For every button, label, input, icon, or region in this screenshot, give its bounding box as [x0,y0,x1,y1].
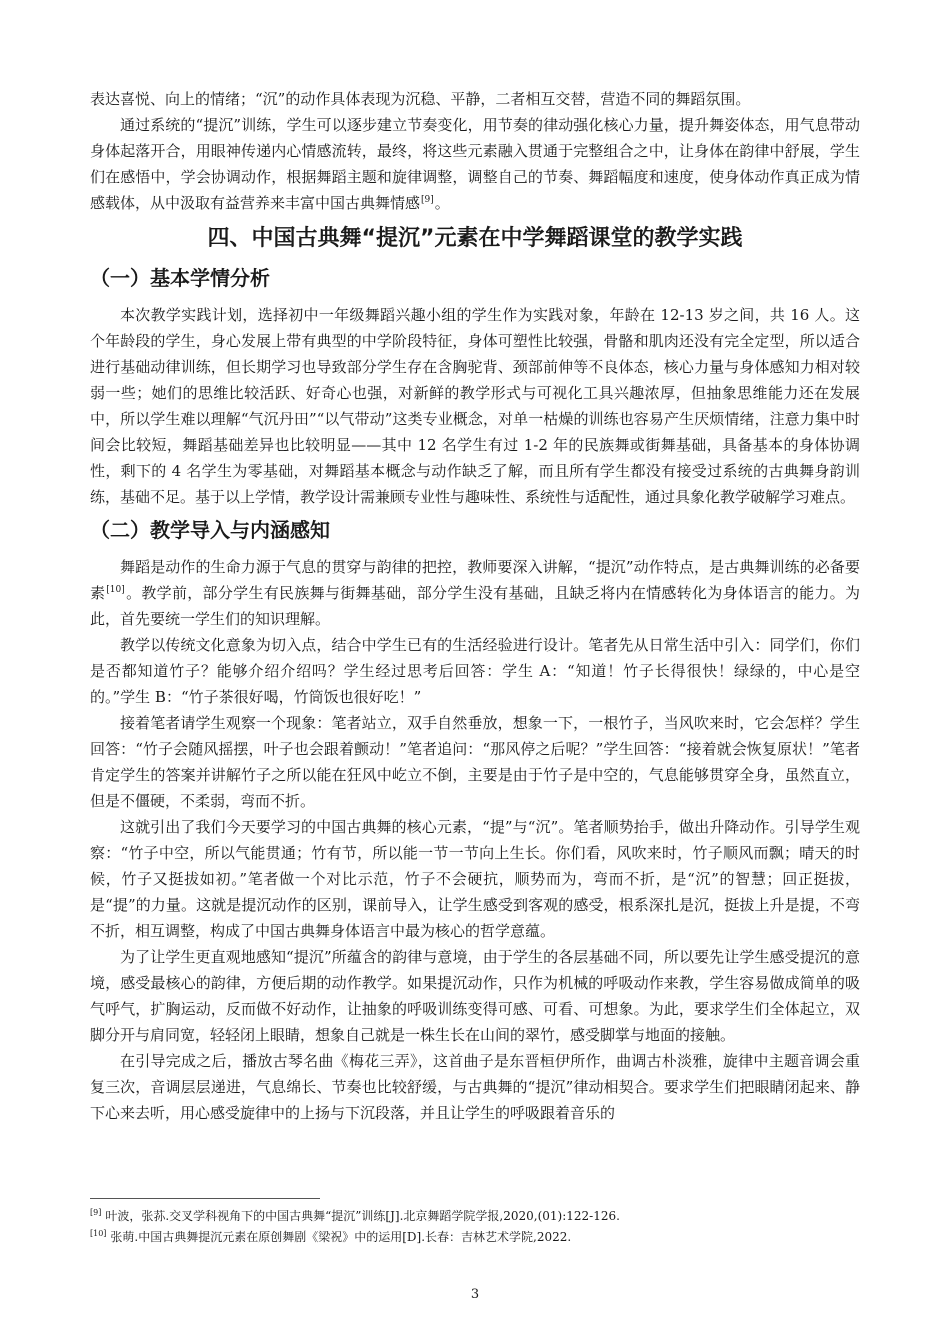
footnote-mark: [9] [90,1208,102,1217]
paragraph-text: 通过系统的“提沉”训练，学生可以逐步建立节奏变化，用节奏的律动强化核心力量，提升舞姿体态，用气息带动身体起落开合，用眼神传递内心情感流转，最终，将这些元素融入贯通于完整组合之中，让身体在韵律中舒展，学生们在感悟中，学会协调动作，根据舞蹈主题和旋律调整，调整自己的节奏、舞蹈幅度和速度，使身体动作真正成为情感载体，从中汲取有益营养来丰富中国古典舞情感 [90,116,860,212]
paragraph-text: 。教学前，部分学生有民族舞与街舞基础，部分学生没有基础，且缺乏将内在情感转化为身体语言的能力。为此，首先要统一学生们的知识理解。 [90,584,860,628]
footnote-divider [90,1198,320,1199]
paragraph: 教学以传统文化意象为切入点，结合中学生已有的生活经验进行设计。笔者先从日常生活中引入：同学们，你们是否都知道竹子？能够介绍介绍吗？学生经过思考后回答：学生 A：“知道！竹子长得很快！绿绿的，中心是空的。”学生 B：“竹子茶很好喝，竹筒饭也很好吃！” [90,636,860,706]
paragraph: 在引导完成之后，播放古琴名曲《梅花三弄》，这首曲子是东晋桓伊所作，曲调古朴淡雅，旋律中主题音调会重复三次，音调层层递进，气息绵长、节奏也比较舒缓，与古典舞的“提沉”律动相契合。要求学生们把眼睛闭起来、静下心来去听，用心感受旋律中的上扬与下沉段落，并且让学生的呼吸跟着音乐的 [90,1052,860,1122]
page-number: 3 [470,1287,480,1302]
paragraph: 本次教学实践计划，选择初中一年级舞蹈兴趣小组的学生作为实践对象，年龄在 12-13 岁之间，共 16 人。这个年龄段的学生，身心发展上带有典型的中学阶段特征，身体可塑性比较强，骨骼和肌肉还没有完全定型，所以适合进行基础动律训练，但长期学习也导致部分学生存在含胸驼背、颈部前伸等不良体态，核心力量与身体感知力相对较弱一些；她们的思维比较活跃、好奇心也强，对新鲜的教学形式与可视化工具兴趣浓厚，但抽象思维能力还在发展中，所以学生难以理解“气沉丹田”“以气带动”这类专业概念，对单一枯燥的训练也容易产生厌烦情绪，注意力集中时间会比较短，舞蹈基础差异也比较明显——其中 12 名学生有过 1-2 年的民族舞或街舞基础，具备基本的身体协调性，剩下的 4 名学生为零基础，对舞蹈基本概念与动作缺乏了解，而且所有学生都没有接受过系统的古典舞身韵训练，基础不足。基于以上学情，教学设计需兼顾专业性与趣味性、系统性与适配性，通过具象化教学破解学习难点。 [90,306,860,506]
paragraph: 表达喜悦、向上的情绪；“沉”的动作具体表现为沉稳、平静，二者相互交替，营造不同的舞蹈氛围。 [90,90,751,108]
footnotes [90,1206,860,1248]
paragraph: 这就引出了我们今天要学习的中国古典舞的核心元素，“提”与“沉”。笔者顺势抬手，做出升降动作。引导学生观察：“竹子中空，所以气能贯通；竹有节，所以能一节一节向上生长。你们看，风吹来时，竹子顺风而飘；晴天的时候，竹子又挺拔如初。”笔者做一个对比示范，竹子不会硬抗，顺势而为，弯而不折，是“沉”的智慧；回正挺拔，是“提”的力量。这就是提沉动作的区别，课前导入，让学生感受到客观的感受，根系深扎是沉，挺拔上升是提，不弯不折，相互调整，构成了中国古典舞身体语言中最为核心的哲学意蕴。 [90,818,860,940]
footnote-text: 叶波，张荪.交叉学科视角下的中国古典舞“提沉”训练[J].北京舞蹈学院学报,2020,(01):122-126. [105,1209,620,1223]
footnote-mark: [10] [90,1229,107,1238]
footnote [90,1206,860,1227]
paragraph: 接着笔者请学生观察一个现象：笔者站立，双手自然垂放，想象一下，一根竹子，当风吹来时，它会怎样？学生回答：“竹子会随风摇摆，叶子也会跟着颤动！”笔者追问：“那风停之后呢？”学生回答：“接着就会恢复原状！”笔者肯定学生的答案并讲解竹子之所以能在狂风中屹立不倒，主要是由于竹子是中空的，气息能够贯穿全身，虽然直立，但是不僵硬，不柔弱，弯而不折。 [90,714,860,810]
paragraph: 为了让学生更直观地感知“提沉”所蕴含的韵律与意境，由于学生的各层基础不同，所以要先让学生感受提沉的意境，感受最核心的韵律，方便后期的动作教学。如果提沉动作，只作为机械的呼吸动作来教，学生容易做成简单的吸气呼气，扩胸运动，反而做不好动作，让抽象的呼吸训练变得可感、可看、可想象。为此，要求学生们全体起立，双脚分开与肩同宽，轻轻闭上眼睛，想象自己就是一株生长在山间的翠竹，感受脚掌与地面的接触。 [90,948,860,1044]
footnote [90,1227,860,1248]
paragraph [90,112,860,216]
footnote-text: 张萌.中国古典舞提沉元素在原创舞剧《梁祝》中的运用[D].长春：吉林艺术学院,2022. [110,1230,572,1244]
section-heading: 四、中国古典舞“提沉”元素在中学舞蹈课堂的教学实践 [207,226,743,251]
subsection-heading: （二）教学导入与内涵感知 [90,518,330,542]
paragraph-text: 。 [434,194,450,212]
body-text [90,86,860,1126]
paragraph-text: 舞蹈是动作的生命力源于气息的贯穿与韵律的把控，教师要深入讲解，“提沉”动作特点，是古典舞训练的必备要素 [90,558,860,602]
citation-marker: [10] [106,585,125,595]
subsection-heading: （一）基本学情分析 [90,266,270,290]
paragraph [90,554,860,632]
citation-marker: [9] [421,195,434,205]
